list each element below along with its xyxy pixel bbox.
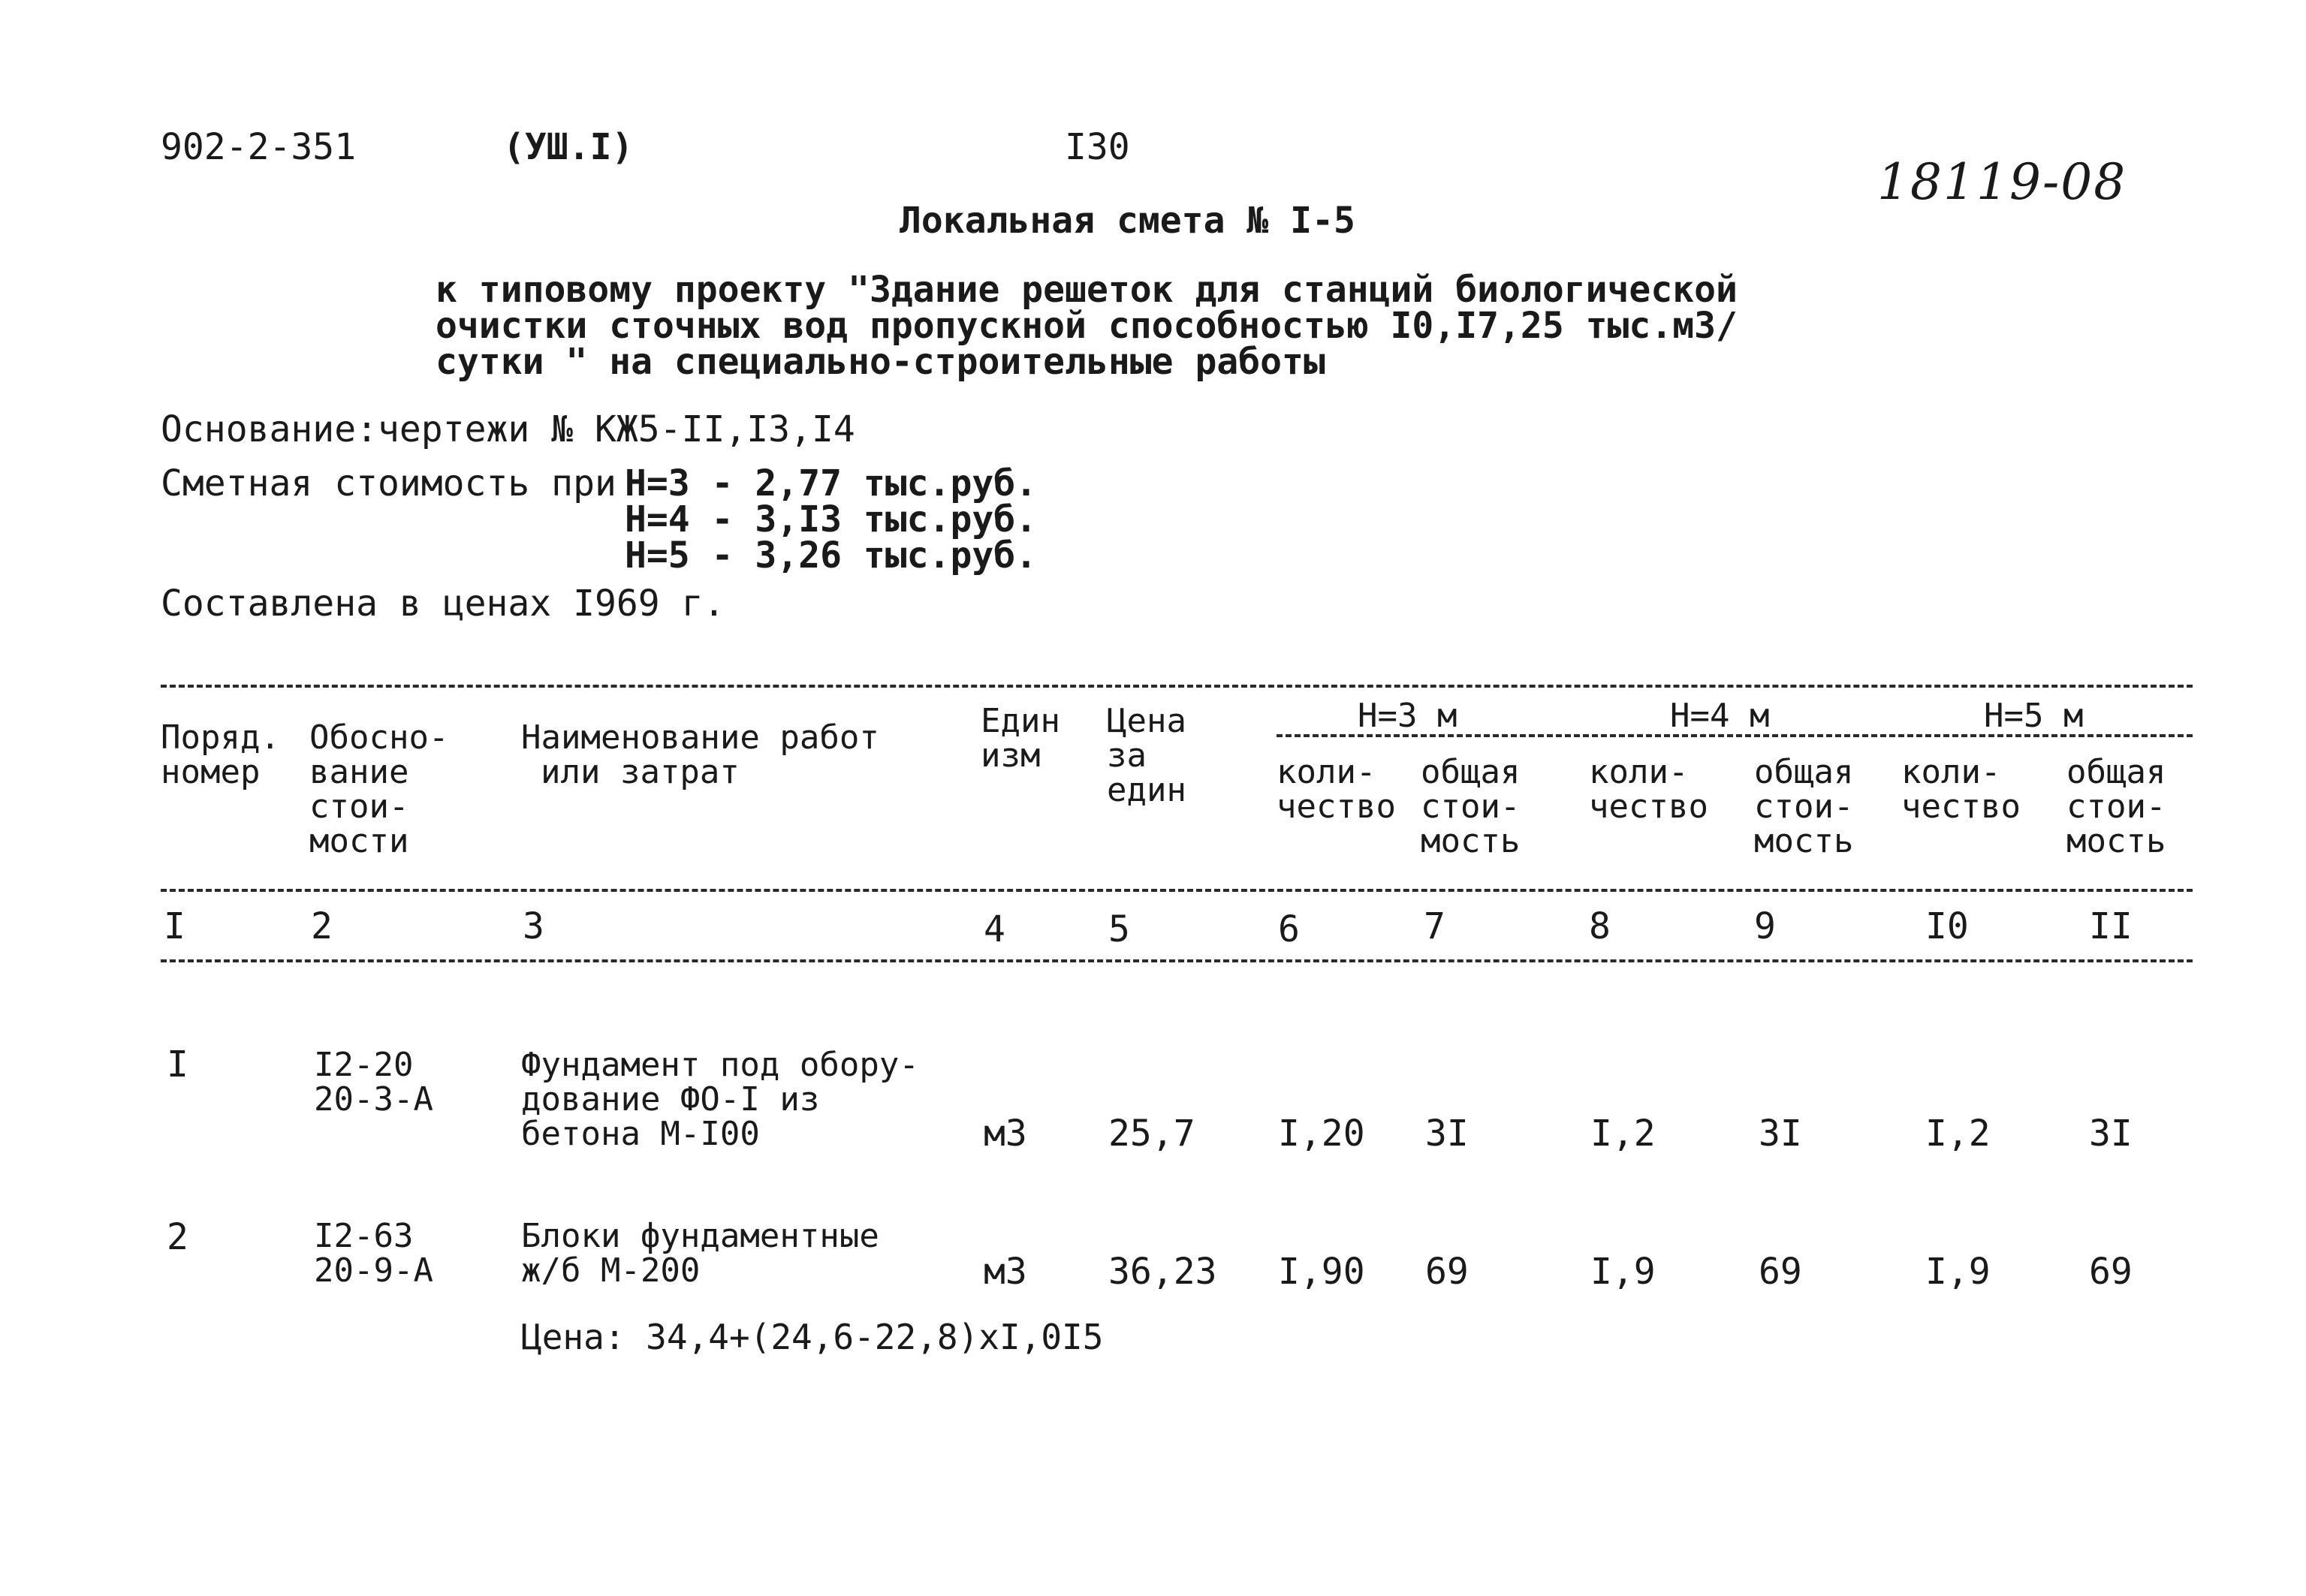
price-formula-note: Цена: 34,4+(24,6-22,8)хI,0I5	[521, 1317, 1104, 1357]
col-number: 2	[311, 905, 333, 947]
row-h5-quantity: I,9	[1925, 1251, 1991, 1293]
header-h4-total: общая стои- мость	[1754, 753, 1854, 860]
row-unit-price: 36,23	[1108, 1251, 1217, 1293]
col-number: 4	[984, 908, 1005, 950]
row-number: 2	[167, 1216, 188, 1258]
header-h4-quantity: коли- чество	[1589, 753, 1708, 826]
col-number: 6	[1278, 908, 1300, 950]
row-h3-quantity: I,90	[1278, 1251, 1365, 1293]
header-h3-total: общая стои- мость	[1421, 753, 1521, 860]
row-h3-total: 69	[1425, 1251, 1469, 1293]
col-number: II	[2089, 905, 2133, 947]
row-unit: м3	[984, 1251, 1027, 1293]
header-h3-quantity: коли- чество	[1277, 753, 1396, 826]
header-bottom-rule	[161, 889, 2193, 892]
row-h3-quantity: I,20	[1278, 1113, 1365, 1155]
col-number: 3	[523, 905, 544, 947]
row-unit-price: 25,7	[1108, 1113, 1195, 1155]
subtitle-line-3: сутки " на специально-строительные работы	[436, 341, 1325, 383]
document-title: Локальная смета № I-5	[900, 200, 1355, 242]
header-h5-quantity: коли- чество	[1901, 753, 2021, 826]
project-code: 902-2-351	[161, 126, 357, 168]
group-header-h5: Н=5 м	[1984, 697, 2084, 735]
cost-lead: Сметная стоимость при	[161, 462, 616, 504]
col-number: 5	[1108, 908, 1130, 950]
row-h5-total: 3I	[2089, 1113, 2133, 1155]
row-work-name: Фундамент под обору- дование ФО-I из бетона М-I00	[521, 1046, 919, 1153]
column-numbers-rule	[161, 959, 2193, 962]
cost-line-h3: Н=3 - 2,77 тыс.руб.	[625, 462, 1038, 504]
cost-line-h4: Н=4 - 3,I3 тыс.руб.	[625, 498, 1038, 541]
row-cost-basis: I2-20 20-3-А	[314, 1046, 433, 1119]
row-h5-quantity: I,2	[1925, 1113, 1991, 1155]
row-h4-quantity: I,9	[1590, 1251, 1656, 1293]
header-unit-price: Цена за един	[1107, 702, 1186, 809]
col-number: 9	[1754, 905, 1776, 947]
album-number: (УШ.I)	[503, 126, 634, 168]
col-number: 8	[1589, 905, 1611, 947]
row-cost-basis: I2-63 20-9-А	[314, 1217, 433, 1290]
row-h4-total: 3I	[1759, 1113, 1802, 1155]
row-work-name: Блоки фундаментные ж/б М-200	[521, 1217, 879, 1290]
row-h5-total: 69	[2089, 1251, 2133, 1293]
archive-number: 18119-08	[1877, 153, 2127, 211]
page-number: I30	[1065, 126, 1130, 168]
header-work-name: Наименование работ или затрат	[521, 718, 879, 791]
prices-year-line: Составлена в ценах I969 г.	[161, 583, 725, 625]
basis-line: Основание:чертежи № КЖ5-II,I3,I4	[161, 408, 855, 450]
group-header-h3: Н=3 м	[1358, 697, 1457, 735]
row-h4-total: 69	[1759, 1251, 1802, 1293]
row-h4-quantity: I,2	[1590, 1113, 1656, 1155]
header-unit: Един изм	[981, 702, 1060, 775]
row-unit: м3	[984, 1113, 1027, 1155]
header-order-number: Поряд. номер	[161, 718, 280, 791]
row-h3-total: 3I	[1425, 1113, 1469, 1155]
subtitle-line-1: к типовому проекту "Здание решеток для станций биологической	[436, 269, 1738, 311]
col-number: I	[164, 905, 185, 947]
row-number: I	[167, 1043, 188, 1086]
col-number: 7	[1424, 905, 1445, 947]
group-header-h4: Н=4 м	[1670, 697, 1770, 735]
cost-line-h5: Н=5 - 3,26 тыс.руб.	[625, 535, 1038, 577]
table-top-rule	[161, 685, 2193, 688]
col-number: I0	[1925, 905, 1969, 947]
header-h5-total: общая стои- мость	[2066, 753, 2166, 860]
subtitle-line-2: очистки сточных вод пропускной способностью I0,I7,25 тыс.м3/	[436, 305, 1738, 347]
header-cost-basis: Обосно- вание стои- мости	[309, 718, 449, 860]
